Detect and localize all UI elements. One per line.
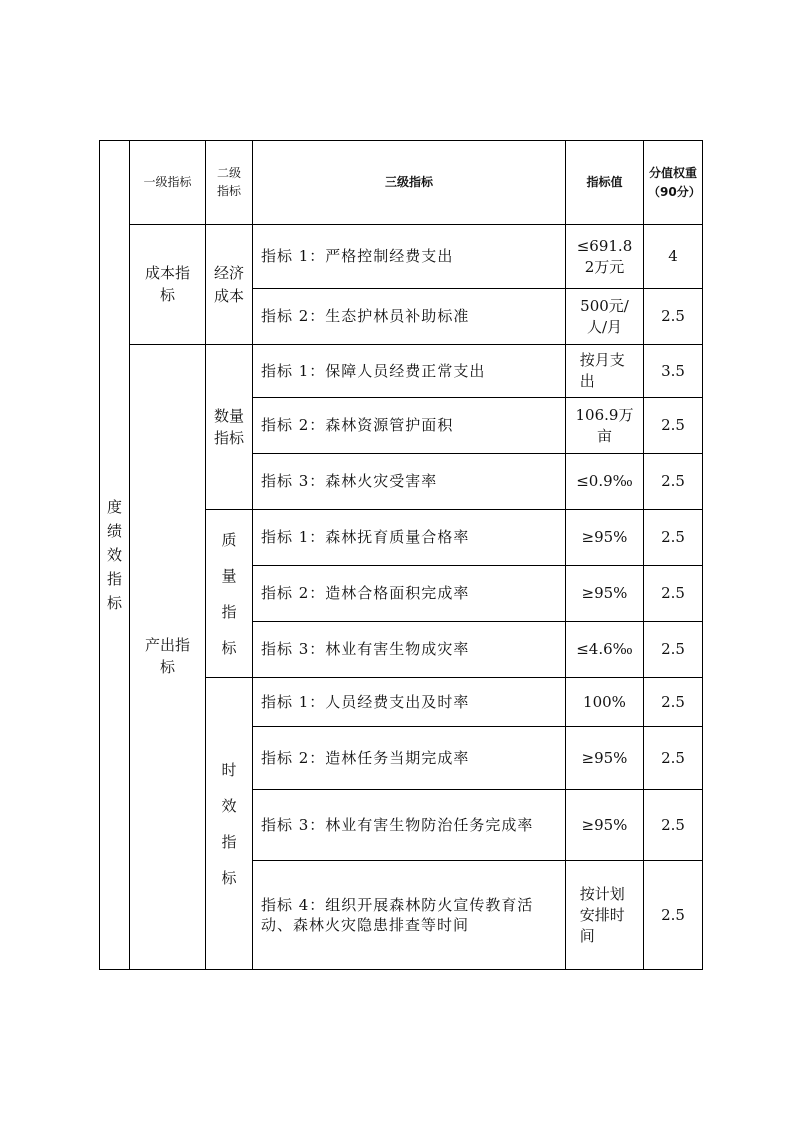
value-cell: ≥95%: [566, 790, 644, 861]
value-cell: ≤4.6‰: [566, 622, 644, 678]
level2-cell: [206, 510, 253, 678]
value-cell: ≥95%: [566, 566, 644, 622]
level2-label: 经济成本: [213, 264, 244, 305]
value-cell: ≥95%: [566, 727, 644, 790]
weight-cell: 2.5: [644, 289, 703, 345]
level1-cell: [130, 225, 206, 345]
header-level1: 一级指标: [130, 141, 206, 225]
value-cell: [566, 398, 644, 454]
level0-label-cell: [100, 141, 130, 970]
table-row: [100, 345, 703, 398]
level2-label: 质量指标: [221, 530, 237, 657]
weight-cell: 2.5: [644, 861, 703, 970]
weight-cell: 4: [644, 225, 703, 289]
value-cell: [566, 861, 644, 970]
header-level3: 三级指标: [253, 141, 566, 225]
weight-cell: 2.5: [644, 622, 703, 678]
value-text: 106.9万亩: [575, 405, 634, 445]
indicator-cell: 指标 2：造林合格面积完成率: [253, 566, 566, 622]
header-weight: 分值权重（90分）: [644, 141, 703, 225]
weight-cell: 2.5: [644, 454, 703, 510]
indicator-cell: 指标 1：保障人员经费正常支出: [253, 345, 566, 398]
weight-cell: 2.5: [644, 566, 703, 622]
level2-label: 数量指标: [213, 406, 244, 447]
value-cell: [566, 225, 644, 289]
weight-cell: 2.5: [644, 510, 703, 566]
level2-label: 时效指标: [221, 760, 237, 887]
indicator-cell: 指标 1：森林抚育质量合格率: [253, 510, 566, 566]
indicator-cell: 指标 3：林业有害生物防治任务完成率: [253, 790, 566, 861]
header-level2-cell: [206, 141, 253, 225]
value-text: 按月支出: [579, 351, 625, 390]
value-text: 按计划安排时间: [579, 884, 625, 945]
value-cell: 100%: [566, 678, 644, 727]
weight-cell: 2.5: [644, 398, 703, 454]
level2-cell: [206, 225, 253, 345]
header-row: [100, 141, 703, 225]
weight-cell: 3.5: [644, 345, 703, 398]
indicator-cell: 指标 4：组织开展森林防火宣传教育活动、森林火灾隐患排查等时间: [253, 861, 566, 970]
indicator-cell: 指标 2：森林资源管护面积: [253, 398, 566, 454]
performance-indicator-table: [99, 140, 703, 970]
indicator-cell: 指标 1：严格控制经费支出: [253, 225, 566, 289]
weight-cell: 2.5: [644, 790, 703, 861]
header-value: 指标值: [566, 141, 644, 225]
value-cell: ≥95%: [566, 510, 644, 566]
indicator-cell: 指标 1：人员经费支出及时率: [253, 678, 566, 727]
level2-cell: [206, 345, 253, 510]
level1-cell: [130, 345, 206, 970]
value-cell: [566, 289, 644, 345]
value-cell: ≤0.9‰: [566, 454, 644, 510]
table-row: [100, 225, 703, 289]
value-cell: [566, 345, 644, 398]
weight-cell: 2.5: [644, 727, 703, 790]
indicator-cell: 指标 2：造林任务当期完成率: [253, 727, 566, 790]
weight-cell: 2.5: [644, 678, 703, 727]
level1-label: 成本指标: [144, 263, 190, 304]
value-text: ≤691.82万元: [576, 236, 633, 276]
level0-label: 度绩效指标: [106, 498, 122, 612]
indicator-cell: 指标 2：生态护林员补助标准: [253, 289, 566, 345]
header-level2: 二级指标: [216, 165, 241, 198]
level1-label: 产出指标: [144, 636, 190, 676]
indicator-cell: 指标 3：森林火灾受害率: [253, 454, 566, 510]
value-text: 500元/人/月: [580, 296, 629, 336]
level2-cell: [206, 678, 253, 970]
indicator-cell: 指标 3：林业有害生物成灾率: [253, 622, 566, 678]
